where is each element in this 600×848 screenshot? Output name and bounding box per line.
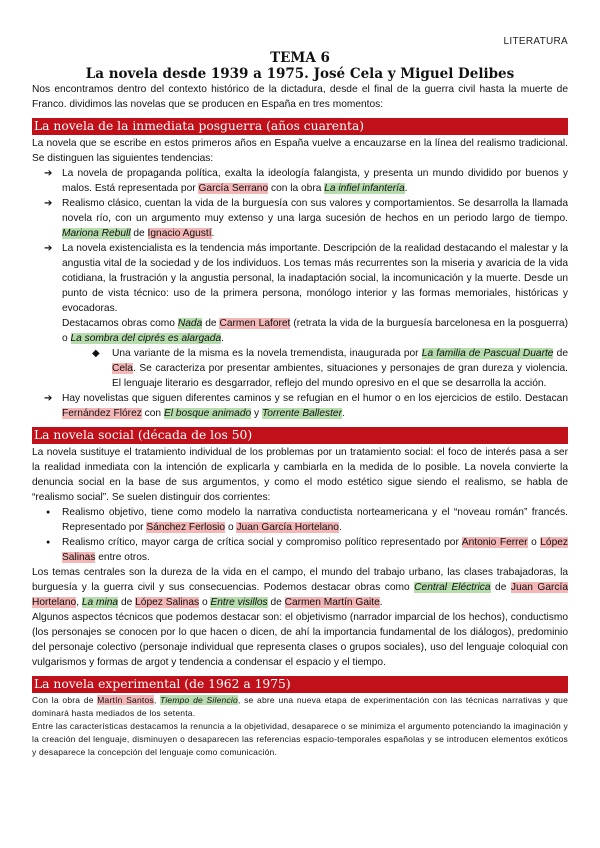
text: Destacamos obras como: [62, 318, 178, 329]
text: Realismo clásico, cuentan la vida de la burguesía con sus valores y comportamientos. Se desarrolla la llamada novela río, con un argumento muy extenso y una larga sucesión de hechos en un periodo largo de tiempo.: [62, 198, 568, 224]
text: con la obra: [268, 183, 325, 194]
text: ,: [76, 597, 82, 608]
author-highlight: García Serrano: [198, 183, 269, 194]
text: de: [202, 318, 220, 329]
work-highlight: Central Eléctrica: [414, 582, 491, 593]
section1-list-2: [32, 391, 568, 421]
list-item: [32, 535, 568, 565]
document-page: [32, 0, 568, 759]
author-highlight: Carmen Laforet: [219, 318, 291, 329]
work-highlight: El bosque animado: [163, 408, 252, 419]
text: .: [404, 183, 408, 194]
work-highlight: La familia de Pascual Duarte: [421, 348, 554, 359]
section2-themes: [32, 565, 568, 610]
author-highlight: Fernández Flórez: [62, 408, 142, 419]
list-item: [32, 505, 568, 535]
text: (retrata la vida de la burguesía barcelonesa en la posguerra) o: [62, 318, 568, 344]
list-item: [32, 241, 568, 316]
work-highlight: Torrente Ballester: [261, 408, 342, 419]
author-highlight: Carmen Martín Gaite: [284, 597, 380, 608]
work-highlight: La mina: [81, 597, 119, 608]
author-highlight: Cela: [112, 363, 133, 374]
author-highlight: Antonio Ferrer: [461, 537, 528, 548]
text: de: [490, 582, 511, 593]
work-highlight: Mariona Rebull: [62, 228, 131, 239]
section2-list: [32, 505, 568, 565]
work-highlight: La infiel infantería: [324, 183, 405, 194]
text: Con la obra de: [32, 695, 98, 705]
text: La novela de propaganda política, exalta la ideología falangista, y presenta un mundo dividido por buenos y malos. Está representada por: [62, 168, 568, 194]
section-heading-posguerra: La novela de la inmediata posguerra (años cuarenta): [32, 118, 568, 135]
text: con: [141, 408, 164, 419]
text: Una variante de la misma es la novela tremendista, inaugurada por: [112, 348, 422, 359]
section2-techniques: Algunos aspectos técnicos que podemos destacar son: el objetivismo (narrador imparcial de los hechos), conductismo (los personajes se conocen por lo que hacen o dicen, de ahí la importancia fundamental de los diálogos), predominio del personaje colectivo (personaje individual que representa clases o grupos sociales), uso del lenguaje coloquial con vulgarismos y formas de argot y tendencia a condensar el espacio y el tiempo.: [32, 612, 568, 668]
section2-paragraph: La novela sustituye el tratamiento individual de los problemas por un tratamiento social: el foco de interés pasa a ser la realidad inmediata con la intención de explicarla y cambiarla en la medida de lo posible. La novela convierte la denuncia social en la base de sus argumentos, y como el modo estético sigue siendo el realismo, se habla de “realismo social”. Se suelen distinguir dos corrientes:: [32, 447, 568, 503]
text: .: [338, 522, 342, 533]
subject-label: LITERATURA: [503, 36, 568, 47]
list-item: [32, 391, 568, 421]
author-highlight: López Salinas: [62, 537, 568, 563]
author-highlight: Juan García Hortelano: [236, 522, 339, 533]
section-heading-experimental: La novela experimental (de 1962 a 1975): [32, 676, 568, 693]
text: .: [379, 597, 383, 608]
intro-paragraph: Nos encontramos dentro del contexto histórico de la dictadura, desde el final de la guerra civil hasta la muerte de Franco. dividimos las novelas que se producen en España en tres momentos:: [32, 84, 568, 110]
work-highlight: Tiempo de Silencio: [160, 695, 238, 705]
work-highlight: Entre visillos: [210, 597, 268, 608]
text: Hay novelistas que siguen diferentes caminos y se refugian en el humor o en los ejercicios de estilo. Destacan: [62, 393, 568, 404]
author-highlight: Sánchez Ferlosio: [146, 522, 226, 533]
section-heading-social: La novela social (década de los 50): [32, 427, 568, 444]
work-highlight: La sombra del ciprés es alargada: [70, 333, 222, 344]
author-highlight: Juan García Hortelano: [32, 582, 568, 608]
text: Realismo crítico, mayor carga de crítica social y compromiso político representado por: [62, 537, 462, 548]
text: ,: [153, 695, 161, 705]
text: .: [221, 333, 224, 344]
text: de: [118, 597, 136, 608]
list-item: [32, 196, 568, 241]
sublist: [32, 346, 568, 391]
text: entre otros.: [95, 552, 150, 563]
text: , se abre una nueva etapa de experimentación con las técnicas narrativas y que dominará hasta mediados de los setenta.: [32, 695, 568, 718]
text: .: [341, 408, 345, 419]
work-highlight: Nada: [177, 318, 203, 329]
section3-body: [32, 694, 568, 759]
author-highlight: Martín Santos: [97, 695, 154, 705]
author-highlight: López Salinas: [135, 597, 200, 608]
section1-list: [32, 166, 568, 316]
text: de: [553, 348, 569, 359]
text: Realismo objetivo, tiene como modelo la narrativa conductista norteamericana y el “noveau román” francés. Representado por: [62, 507, 568, 533]
text: . Se caracteriza por presentar ambientes, situaciones y personajes de gran dureza y violencia. El lenguaje literario es desgarrador, reflejo del mundo opresivo en el que se desarrolla la acción.: [112, 363, 568, 389]
list-continuation: [32, 316, 568, 346]
author-highlight: Ignacio Agustí: [147, 228, 212, 239]
section3-paragraph: [32, 694, 568, 720]
section3-characteristics: Entre las características destacamos la renuncia a la objetividad, desaparece o se minimiza el argumento potenciando la imaginación y la creación del lenguaje, disminuyen o desaparecen las referencias espacio-temporales españolas y se introducen elementos exóticos y desaparece la concepción del lenguaje como comunicación.: [32, 721, 568, 757]
document-title: TEMA 6: [270, 50, 330, 66]
text: o: [527, 537, 541, 548]
text: o: [225, 522, 237, 533]
text: La novela existencialista es la tendencia más importante. Descripción de la realidad destacando el malestar y la angustia vital de la sociedad y de los individuos. Los temas más recurrentes son la miseria y avaricia de la vida cotidiana, la frustración y la angustia personal, la inadaptación social, la incomunicación y la muerte. Desde un punto de vista técnico: uso de la primera persona, monólogo interior y las formas memoriales, históricas y evocadoras.: [62, 243, 568, 314]
text: Los temas centrales son la dureza de la vida en el campo, el mundo del trabajo urbano, las clases trabajadoras, la burguesía y la guerra civil y sus consecuencias. Podemos destacar obras como: [32, 567, 568, 593]
text: de: [130, 228, 148, 239]
text: .: [211, 228, 215, 239]
text: o: [199, 597, 211, 608]
text: de: [267, 597, 285, 608]
sublist-item: [32, 346, 568, 391]
section1-paragraph: La novela que se escribe en estos primeros años en España vuelve a encauzarse en la línea del realismo tradicional. Se distinguen las siguientes tendencias:: [32, 138, 568, 164]
text: y: [251, 408, 262, 419]
list-item: [32, 166, 568, 196]
document-subtitle: La novela desde 1939 a 1975. José Cela y Miguel Delibes: [85, 66, 515, 82]
